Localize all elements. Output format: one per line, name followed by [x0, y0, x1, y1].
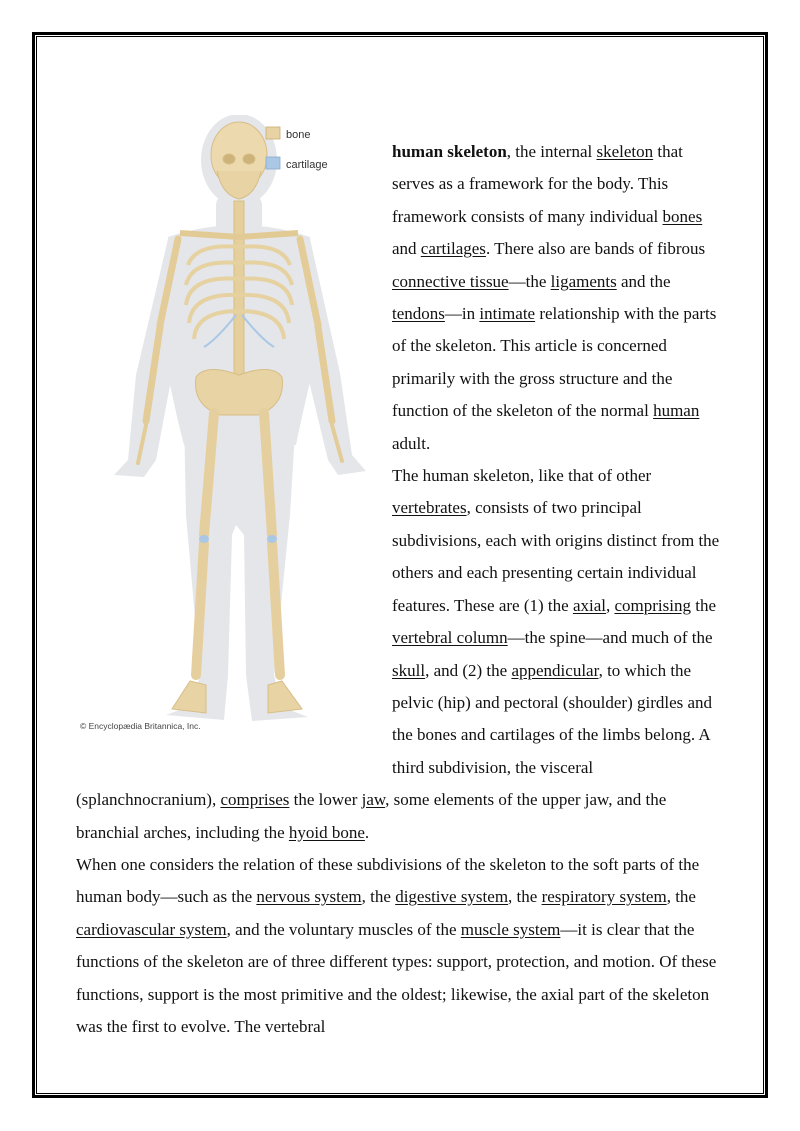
link-tendons[interactable]: tendons [392, 304, 445, 324]
link-vertebral-column[interactable]: vertebral column [392, 628, 508, 648]
link-human[interactable]: human [653, 401, 700, 421]
text-run: When one considers the relation of these subdivisions of the skeleton to the soft parts of the human body—such as the [76, 854, 700, 907]
link-comprises[interactable]: comprises [220, 790, 290, 810]
link-hyoid-bone[interactable]: hyoid bone [288, 822, 365, 842]
link-skull[interactable]: skull [392, 660, 426, 680]
text-run: , the [361, 887, 396, 907]
link-comprising[interactable]: comprising [614, 595, 691, 615]
link-axial[interactable]: axial [572, 595, 606, 615]
text-run: , [605, 595, 615, 615]
article-term: human skeleton [392, 142, 507, 161]
functions-paragraph [76, 849, 726, 1043]
text-run: . There also are bands of fibrous [485, 239, 706, 259]
text-run: , consists of two principal subdivisions, each with origins distinct from the others and each presenting certain individual features. These are (1) the [392, 498, 720, 615]
text-run: , the [508, 887, 542, 907]
figure-spacer [76, 136, 392, 752]
text-run: , the [666, 887, 696, 907]
text-run: the lower [289, 790, 362, 810]
legend-cartilage-label: cartilage [286, 159, 328, 171]
text-run: —the [508, 271, 551, 291]
text-run: , and (2) the [425, 660, 512, 680]
link-jaw[interactable]: jaw [361, 790, 386, 810]
link-cardiovascular-system[interactable]: cardiovascular system [76, 919, 227, 939]
text-run: . [364, 822, 370, 842]
link-appendicular[interactable]: appendicular [511, 660, 599, 680]
text-run: adult. [392, 433, 431, 453]
link-connective-tissue[interactable]: connective tissue [392, 271, 509, 291]
text-run: , and the voluntary muscles of the [226, 919, 461, 939]
text-run: and [392, 239, 421, 259]
text-run: , to which the pelvic (hip) and pectoral (shoulder) girdles and the bones and cartilages of the limbs belong. A third subdivision, the visceral (splanchnocranium), [76, 660, 713, 810]
link-digestive-system[interactable]: digestive system [395, 887, 509, 907]
figure-credit: © Encyclopædia Britannica, Inc. [80, 721, 201, 731]
text-run: —the spine—and much of the [507, 628, 713, 648]
text-run: that serves as a framework for the body. This framework consists of many individual [392, 142, 683, 226]
text-run: —it is clear that the functions of the skeleton are of three different types: support, protection, and motion. Of these functions, support is the most primitive and the oldest; likewise, the axial part of the skeleton was the first to evolve. The vertebral [76, 919, 717, 1036]
text-run: , the internal [506, 142, 597, 161]
link-vertebrates[interactable]: vertebrates [392, 498, 467, 518]
link-respiratory-system[interactable]: respiratory system [541, 887, 667, 907]
article-body [76, 136, 726, 1043]
legend-bone-label: bone [286, 129, 311, 141]
link-muscle-system[interactable]: muscle system [460, 919, 561, 939]
text-run: , some elements of the upper jaw, and the branchial arches, including the [76, 790, 667, 842]
link-skeleton[interactable]: skeleton [596, 142, 654, 161]
link-nervous-system[interactable]: nervous system [256, 887, 362, 907]
text-run: The human skeleton, like that of other [392, 466, 652, 486]
text-run: —in [444, 304, 480, 324]
text-run: and the [616, 271, 671, 291]
link-bones[interactable]: bones [662, 206, 703, 226]
text-run: relationship with the parts of the skeleton. This article is concerned primarily with the gross structure and the function of the skeleton of the normal [392, 304, 717, 421]
link-cartilages[interactable]: cartilages [420, 239, 486, 259]
link-intimate[interactable]: intimate [479, 304, 536, 324]
text-run: the [690, 595, 717, 615]
link-ligaments[interactable]: ligaments [550, 271, 617, 291]
